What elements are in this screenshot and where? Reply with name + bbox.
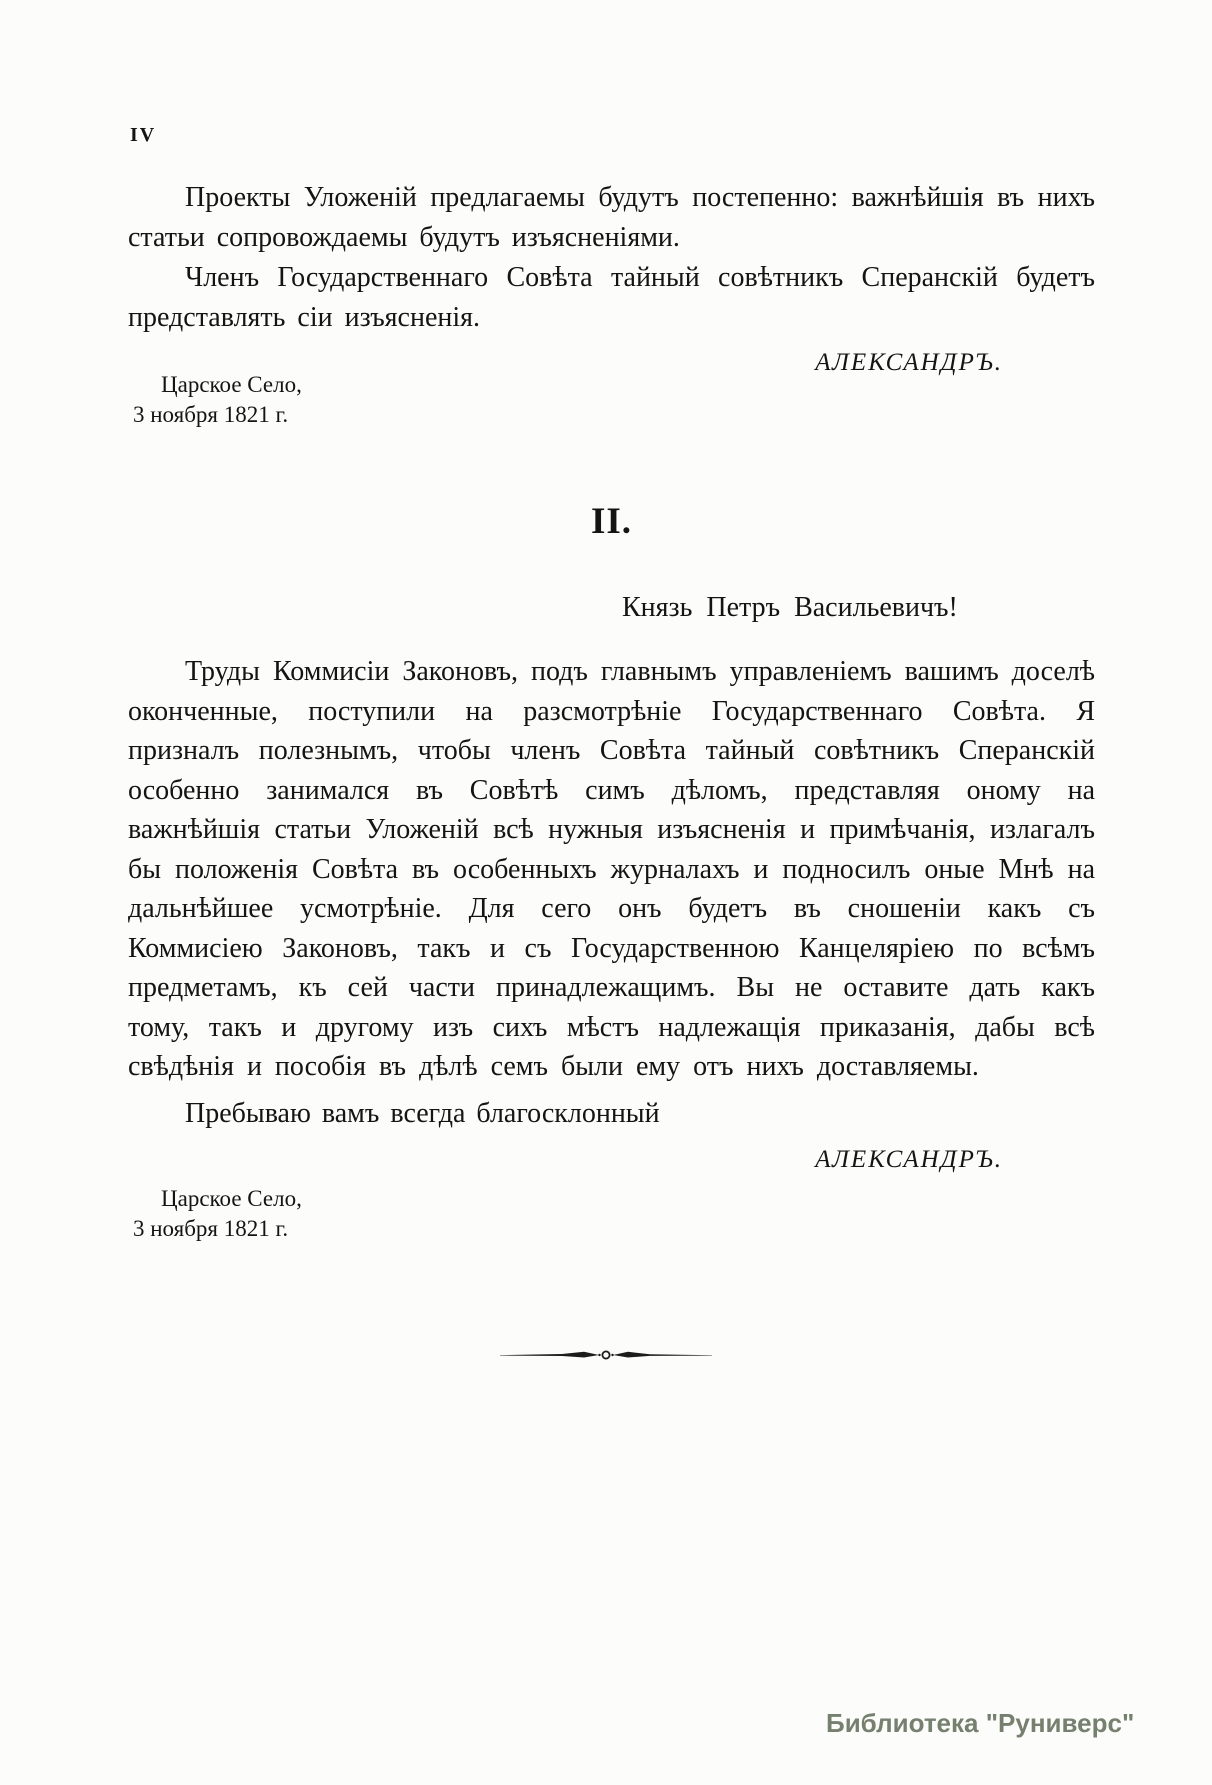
paragraph: Членъ Государственнаго Совѣта тайный совѣтникъ Сперанскій будетъ представлять сіи изъясненія.	[128, 262, 1095, 333]
date-line: 3 ноября 1821 г.	[133, 402, 289, 427]
dateline-block	[133, 1184, 302, 1244]
body-paragraph: Труды Коммисіи Законовъ, подъ главнымъ управленіемъ вашимъ доселѣ оконченные, поступили на разсмотрѣніе Государственнаго Совѣта. Я призналъ полезнымъ, чтобы членъ Совѣта тайный совѣтникъ Сперанскій особенно занимался въ Совѣтѣ симъ дѣломъ, представляя оному на важнѣйшія статьи Уложеній всѣ нужныя изъясненія и примѣчанія, излагалъ бы положенія Совѣта въ особенныхъ журналахъ и подносилъ оные Мнѣ на дальнѣйшее усмотрѣніе. Для сего онъ будетъ въ сношеніи какъ съ Коммисіею Законовъ, такъ и съ Государственною Канцеляріею по всѣмъ предметамъ, къ сей части принадлежащимъ. Вы не оставите дать какъ тому, такъ и другому изъ сихъ мѣстъ надлежащія приказанія, дабы всѣ свѣдѣнія и пособія въ дѣлѣ семъ были ему отъ нихъ доставляемы.	[128, 656, 1095, 1082]
section1-paragraphs	[128, 178, 1095, 338]
place-line: Царское Село,	[161, 372, 302, 397]
library-watermark: Библиотека "Руниверс"	[826, 1708, 1135, 1738]
dateline-block	[133, 370, 302, 430]
page-number: IV	[130, 124, 157, 146]
date-line: 3 ноября 1821 г.	[133, 1216, 289, 1241]
place-line: Царское Село,	[161, 1186, 302, 1211]
signature-alexander: АЛЕКСАНДРЪ.	[815, 349, 1003, 376]
signature-alexander: АЛЕКСАНДРЪ.	[815, 1146, 1003, 1173]
salutation-line: Князь Петръ Васильевичъ!	[622, 592, 958, 623]
section-heading: II.	[590, 501, 633, 542]
ornament-divider-icon	[500, 1346, 712, 1364]
closing-line: Пребываю вамъ всегда благосклонный	[185, 1098, 660, 1129]
paragraph: Проекты Уложеній предлагаемы будутъ постепенно: важнѣйшія въ нихъ статьи сопровождаемы будутъ изъясненіями.	[128, 182, 1095, 253]
